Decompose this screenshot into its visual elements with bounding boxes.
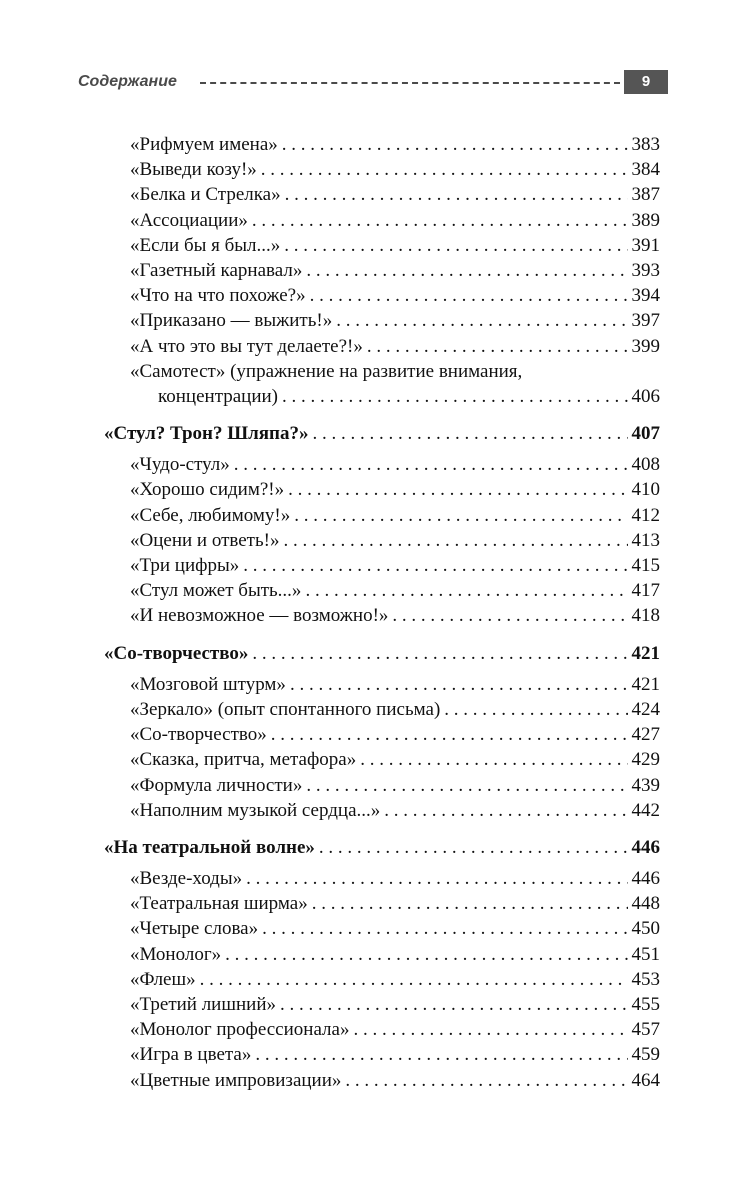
toc-entry-page: 412 bbox=[631, 504, 660, 526]
toc-entry-page: 397 bbox=[631, 310, 660, 332]
toc-section-page: 446 bbox=[631, 836, 660, 858]
toc-entry-title: «Рифмуем имена» bbox=[130, 134, 278, 155]
dot-leader bbox=[312, 421, 627, 446]
toc-entry-page: 393 bbox=[631, 259, 660, 281]
toc-entry-page: 424 bbox=[631, 698, 660, 720]
dot-leader bbox=[246, 866, 627, 891]
dot-leader bbox=[261, 157, 628, 182]
header-dashed-rule bbox=[200, 82, 620, 84]
toc-section-title: «Со-творчество» bbox=[104, 642, 249, 664]
toc-entry-title: концентрации) bbox=[158, 385, 279, 407]
toc-entry[interactable] bbox=[104, 283, 660, 308]
toc-entry-page: 384 bbox=[631, 159, 660, 181]
toc-entry-page: 450 bbox=[631, 918, 660, 940]
toc-entry-title: «Везде-ходы» bbox=[130, 868, 243, 890]
table-of-contents bbox=[104, 132, 660, 1093]
dot-leader bbox=[290, 672, 628, 697]
toc-entry-page: 413 bbox=[631, 529, 660, 551]
dot-leader bbox=[306, 258, 627, 283]
dot-leader bbox=[243, 553, 627, 578]
dot-leader bbox=[319, 835, 628, 860]
dot-leader bbox=[285, 182, 628, 207]
dot-leader bbox=[345, 1068, 627, 1093]
toc-entry[interactable] bbox=[104, 578, 660, 603]
toc-entry-page: 457 bbox=[631, 1019, 660, 1041]
toc-entry[interactable] bbox=[104, 477, 660, 502]
dot-leader bbox=[234, 452, 628, 477]
toc-entry[interactable] bbox=[104, 208, 660, 233]
header-title: Содержание bbox=[78, 72, 183, 92]
toc-entry[interactable] bbox=[104, 891, 660, 916]
toc-entry-page: 464 bbox=[631, 1069, 660, 1091]
toc-entry-page: 418 bbox=[631, 605, 660, 627]
toc-entry-page: 383 bbox=[631, 134, 660, 155]
toc-entry[interactable] bbox=[104, 798, 660, 823]
toc-entry-page: 448 bbox=[631, 893, 660, 915]
toc-entry-page: 421 bbox=[631, 673, 660, 695]
dot-leader bbox=[367, 334, 628, 359]
toc-entry-title: «Четыре слова» bbox=[130, 918, 259, 940]
toc-section-page: 421 bbox=[631, 642, 660, 664]
toc-entry-title: «Выведи козу!» bbox=[130, 159, 257, 181]
dot-leader bbox=[284, 233, 627, 258]
toc-entry-title: «Формула личности» bbox=[130, 774, 303, 796]
toc-entry[interactable] bbox=[104, 942, 660, 967]
toc-entry-title: «Себе, любимому!» bbox=[130, 504, 291, 526]
dot-leader bbox=[392, 603, 627, 628]
toc-entry-title: «Белка и Стрелка» bbox=[130, 184, 281, 206]
dot-leader bbox=[310, 283, 628, 308]
toc-entry[interactable] bbox=[104, 866, 660, 891]
toc-entry-title: «Флеш» bbox=[130, 968, 196, 990]
toc-entry-title: «Наполним музыкой сердца...» bbox=[130, 799, 381, 821]
toc-entry-title: «Приказано — выжить!» bbox=[130, 310, 333, 332]
toc-entry[interactable] bbox=[104, 722, 660, 747]
dot-leader bbox=[255, 1042, 627, 1067]
dot-leader bbox=[200, 967, 628, 992]
running-header bbox=[78, 72, 668, 94]
toc-section-page: 407 bbox=[631, 423, 660, 445]
toc-entry[interactable] bbox=[104, 308, 660, 333]
toc-entry-page: 455 bbox=[631, 994, 660, 1015]
toc-entry-page: 387 bbox=[631, 184, 660, 206]
toc-section[interactable] bbox=[104, 835, 660, 860]
dot-leader bbox=[294, 503, 627, 528]
dot-leader bbox=[444, 697, 627, 722]
toc-section[interactable] bbox=[104, 641, 660, 666]
dot-leader bbox=[271, 722, 628, 747]
toc-entry-page: 439 bbox=[631, 774, 660, 796]
toc-entry-page: 406 bbox=[631, 385, 660, 407]
toc-entry-page: 410 bbox=[631, 479, 660, 501]
toc-entry-title: «Мозговой штурм» bbox=[130, 673, 286, 695]
toc-entry[interactable] bbox=[104, 1068, 660, 1093]
page-number-badge: 9 bbox=[624, 70, 668, 94]
toc-section-title: «Стул? Трон? Шляпа?» bbox=[104, 423, 309, 445]
dot-leader bbox=[252, 208, 628, 233]
toc-entry-page: 394 bbox=[631, 285, 660, 307]
toc-entry[interactable] bbox=[104, 528, 660, 553]
toc-entry-page: 427 bbox=[631, 724, 660, 746]
toc-entry[interactable] bbox=[104, 157, 660, 182]
toc-entry-page: 417 bbox=[631, 580, 660, 602]
toc-entry[interactable] bbox=[104, 553, 660, 578]
toc-entry-page: 442 bbox=[631, 799, 660, 821]
dot-leader bbox=[225, 942, 627, 967]
toc-entry-title: «Театральная ширма» bbox=[130, 893, 308, 915]
toc-entry-title: «Три цифры» bbox=[130, 555, 240, 576]
dot-leader bbox=[384, 798, 627, 823]
toc-entry[interactable] bbox=[104, 452, 660, 477]
toc-entry-page: 399 bbox=[631, 335, 660, 357]
toc-entry-multiline-first[interactable]: «Самотест» (упражнение на развитие внимания, bbox=[130, 360, 523, 382]
toc-entry-title: «Если бы я был...» bbox=[130, 234, 281, 256]
toc-section-title: «На театральной волне» bbox=[104, 836, 315, 858]
toc-entry-title: «Игра в цвета» bbox=[130, 1044, 252, 1066]
toc-entry-title: «Оцени и ответь!» bbox=[130, 529, 280, 551]
dot-leader bbox=[336, 308, 627, 333]
toc-entry-title: «Со-творчество» bbox=[130, 724, 267, 746]
toc-entry[interactable] bbox=[104, 603, 660, 628]
dot-leader bbox=[282, 384, 627, 409]
toc-entry-page: 408 bbox=[631, 454, 660, 476]
toc-entry[interactable] bbox=[104, 967, 660, 992]
toc-entry[interactable] bbox=[104, 182, 660, 207]
dot-leader bbox=[288, 477, 627, 502]
toc-entry-title: «Монолог» bbox=[130, 943, 222, 965]
toc-entry[interactable] bbox=[104, 258, 660, 283]
toc-entry[interactable] bbox=[104, 916, 660, 941]
toc-entry[interactable] bbox=[104, 503, 660, 528]
toc-entry-title: «Монолог профессионала» bbox=[130, 1019, 350, 1041]
toc-entry-page: 459 bbox=[631, 1044, 660, 1066]
dot-leader bbox=[305, 578, 627, 603]
toc-entry-page: 446 bbox=[631, 868, 660, 890]
toc-entry[interactable] bbox=[104, 992, 660, 1017]
toc-entry-title: «Ассоциации» bbox=[130, 209, 248, 231]
toc-entry-page: 429 bbox=[631, 749, 660, 771]
toc-entry-page: 415 bbox=[631, 555, 660, 576]
dot-leader bbox=[282, 132, 628, 157]
toc-entry-page: 451 bbox=[631, 943, 660, 965]
toc-entry-title: «Хорошо сидим?!» bbox=[130, 479, 285, 501]
toc-entry[interactable] bbox=[104, 233, 660, 258]
toc-entry-title: «Стул может быть...» bbox=[130, 580, 302, 602]
dot-leader bbox=[306, 773, 627, 798]
toc-entry-title: «Цветные импровизации» bbox=[130, 1069, 342, 1091]
toc-entry[interactable] bbox=[104, 697, 660, 722]
dot-leader bbox=[283, 528, 627, 553]
toc-entry-title: «Третий лишний» bbox=[130, 994, 276, 1015]
toc-entry-title: «А что это вы тут делаете?!» bbox=[130, 335, 363, 357]
toc-entry-title: «Чудо-стул» bbox=[130, 454, 230, 476]
dot-leader bbox=[280, 992, 628, 1017]
toc-entry[interactable] bbox=[104, 747, 660, 772]
dot-leader bbox=[262, 916, 627, 941]
toc-entry[interactable] bbox=[104, 132, 660, 157]
toc-entry[interactable] bbox=[104, 773, 660, 798]
dot-leader bbox=[353, 1017, 627, 1042]
toc-entry-title: «Газетный карнавал» bbox=[130, 259, 303, 281]
toc-entry[interactable] bbox=[104, 384, 660, 409]
toc-entry-title: «Зеркало» (опыт спонтанного письма) bbox=[130, 698, 441, 720]
toc-entry-title: «Что на что похоже?» bbox=[130, 285, 306, 307]
dot-leader bbox=[360, 747, 627, 772]
toc-section[interactable] bbox=[104, 421, 660, 446]
toc-entry-page: 389 bbox=[631, 209, 660, 231]
toc-entry-page: 453 bbox=[631, 968, 660, 990]
toc-entry-title: «Сказка, притча, метафора» bbox=[130, 749, 357, 771]
dot-leader bbox=[252, 641, 627, 666]
toc-entry-page: 391 bbox=[631, 234, 660, 256]
toc-entry-title: «И невозможное — возможно!» bbox=[130, 605, 389, 627]
toc-entry[interactable] bbox=[104, 334, 660, 359]
toc-entry[interactable] bbox=[104, 1017, 660, 1042]
dot-leader bbox=[312, 891, 628, 916]
toc-entry[interactable] bbox=[104, 672, 660, 697]
toc-entry[interactable] bbox=[104, 1042, 660, 1067]
